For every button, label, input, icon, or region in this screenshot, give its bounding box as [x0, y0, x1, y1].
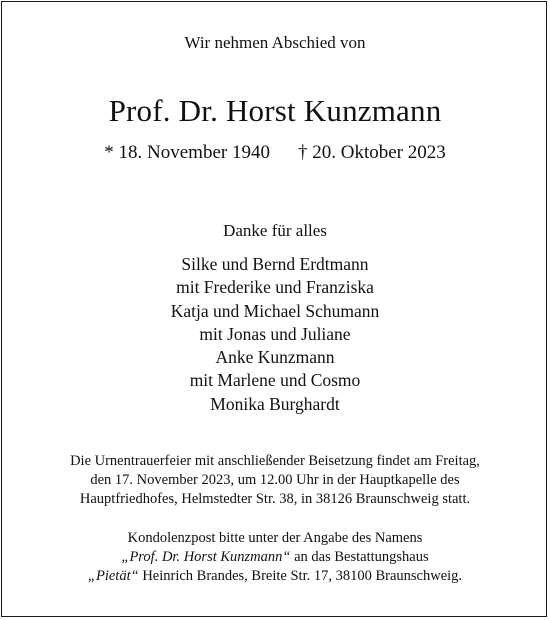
mourner-line: Katja und Michael Schumann [170, 300, 380, 321]
condolence-line: Kondolenzpost bitte unter der Angabe des Namens [127, 530, 423, 546]
death-date: † 20. Oktober 2023 [297, 142, 446, 163]
condolence-line-text: an das Bestattungshaus [290, 549, 429, 565]
funeral-home-name: „Pietät“ [87, 568, 139, 584]
condolence-line-text: Heinrich Brandes, Breite Str. 17, 38100 Braunschweig. [138, 568, 463, 584]
mourners-list [0, 253, 550, 416]
mourner-line: mit Marlene und Cosmo [189, 370, 361, 391]
mourner-line: Monika Burghardt [210, 393, 340, 414]
mourner-line: mit Frederike und Franziska [176, 277, 374, 298]
condolence-line [0, 548, 550, 567]
ceremony-line: Hauptfriedhofes, Helmstedter Str. 38, in 38126 Braunschweig statt. [79, 491, 471, 507]
ceremony-line: den 17. November 2023, um 12.00 Uhr in der Hauptkapelle des [90, 472, 460, 488]
intro-text: Wir nehmen Abschied von [184, 33, 366, 52]
life-dates [0, 141, 550, 165]
ceremony-info [0, 452, 550, 509]
mourner-line: Silke und Bernd Erdtmann [181, 254, 369, 274]
deceased-name: Prof. Dr. Horst Kunzmann [108, 93, 442, 128]
condolence-deceased-name: „Prof. Dr. Horst Kunzmann“ [121, 549, 291, 565]
mourner-line: mit Jonas und Juliane [199, 323, 351, 344]
birth-date: * 18. November 1940 [104, 142, 270, 163]
mourner-line: Anke Kunzmann [215, 347, 335, 368]
condolence-line [0, 567, 550, 586]
thanks-text: Danke für alles [223, 221, 327, 240]
ceremony-line: Die Urnentrauerfeier mit anschließender Beisetzung findet am Freitag, [70, 453, 480, 469]
condolence-info [0, 529, 550, 586]
